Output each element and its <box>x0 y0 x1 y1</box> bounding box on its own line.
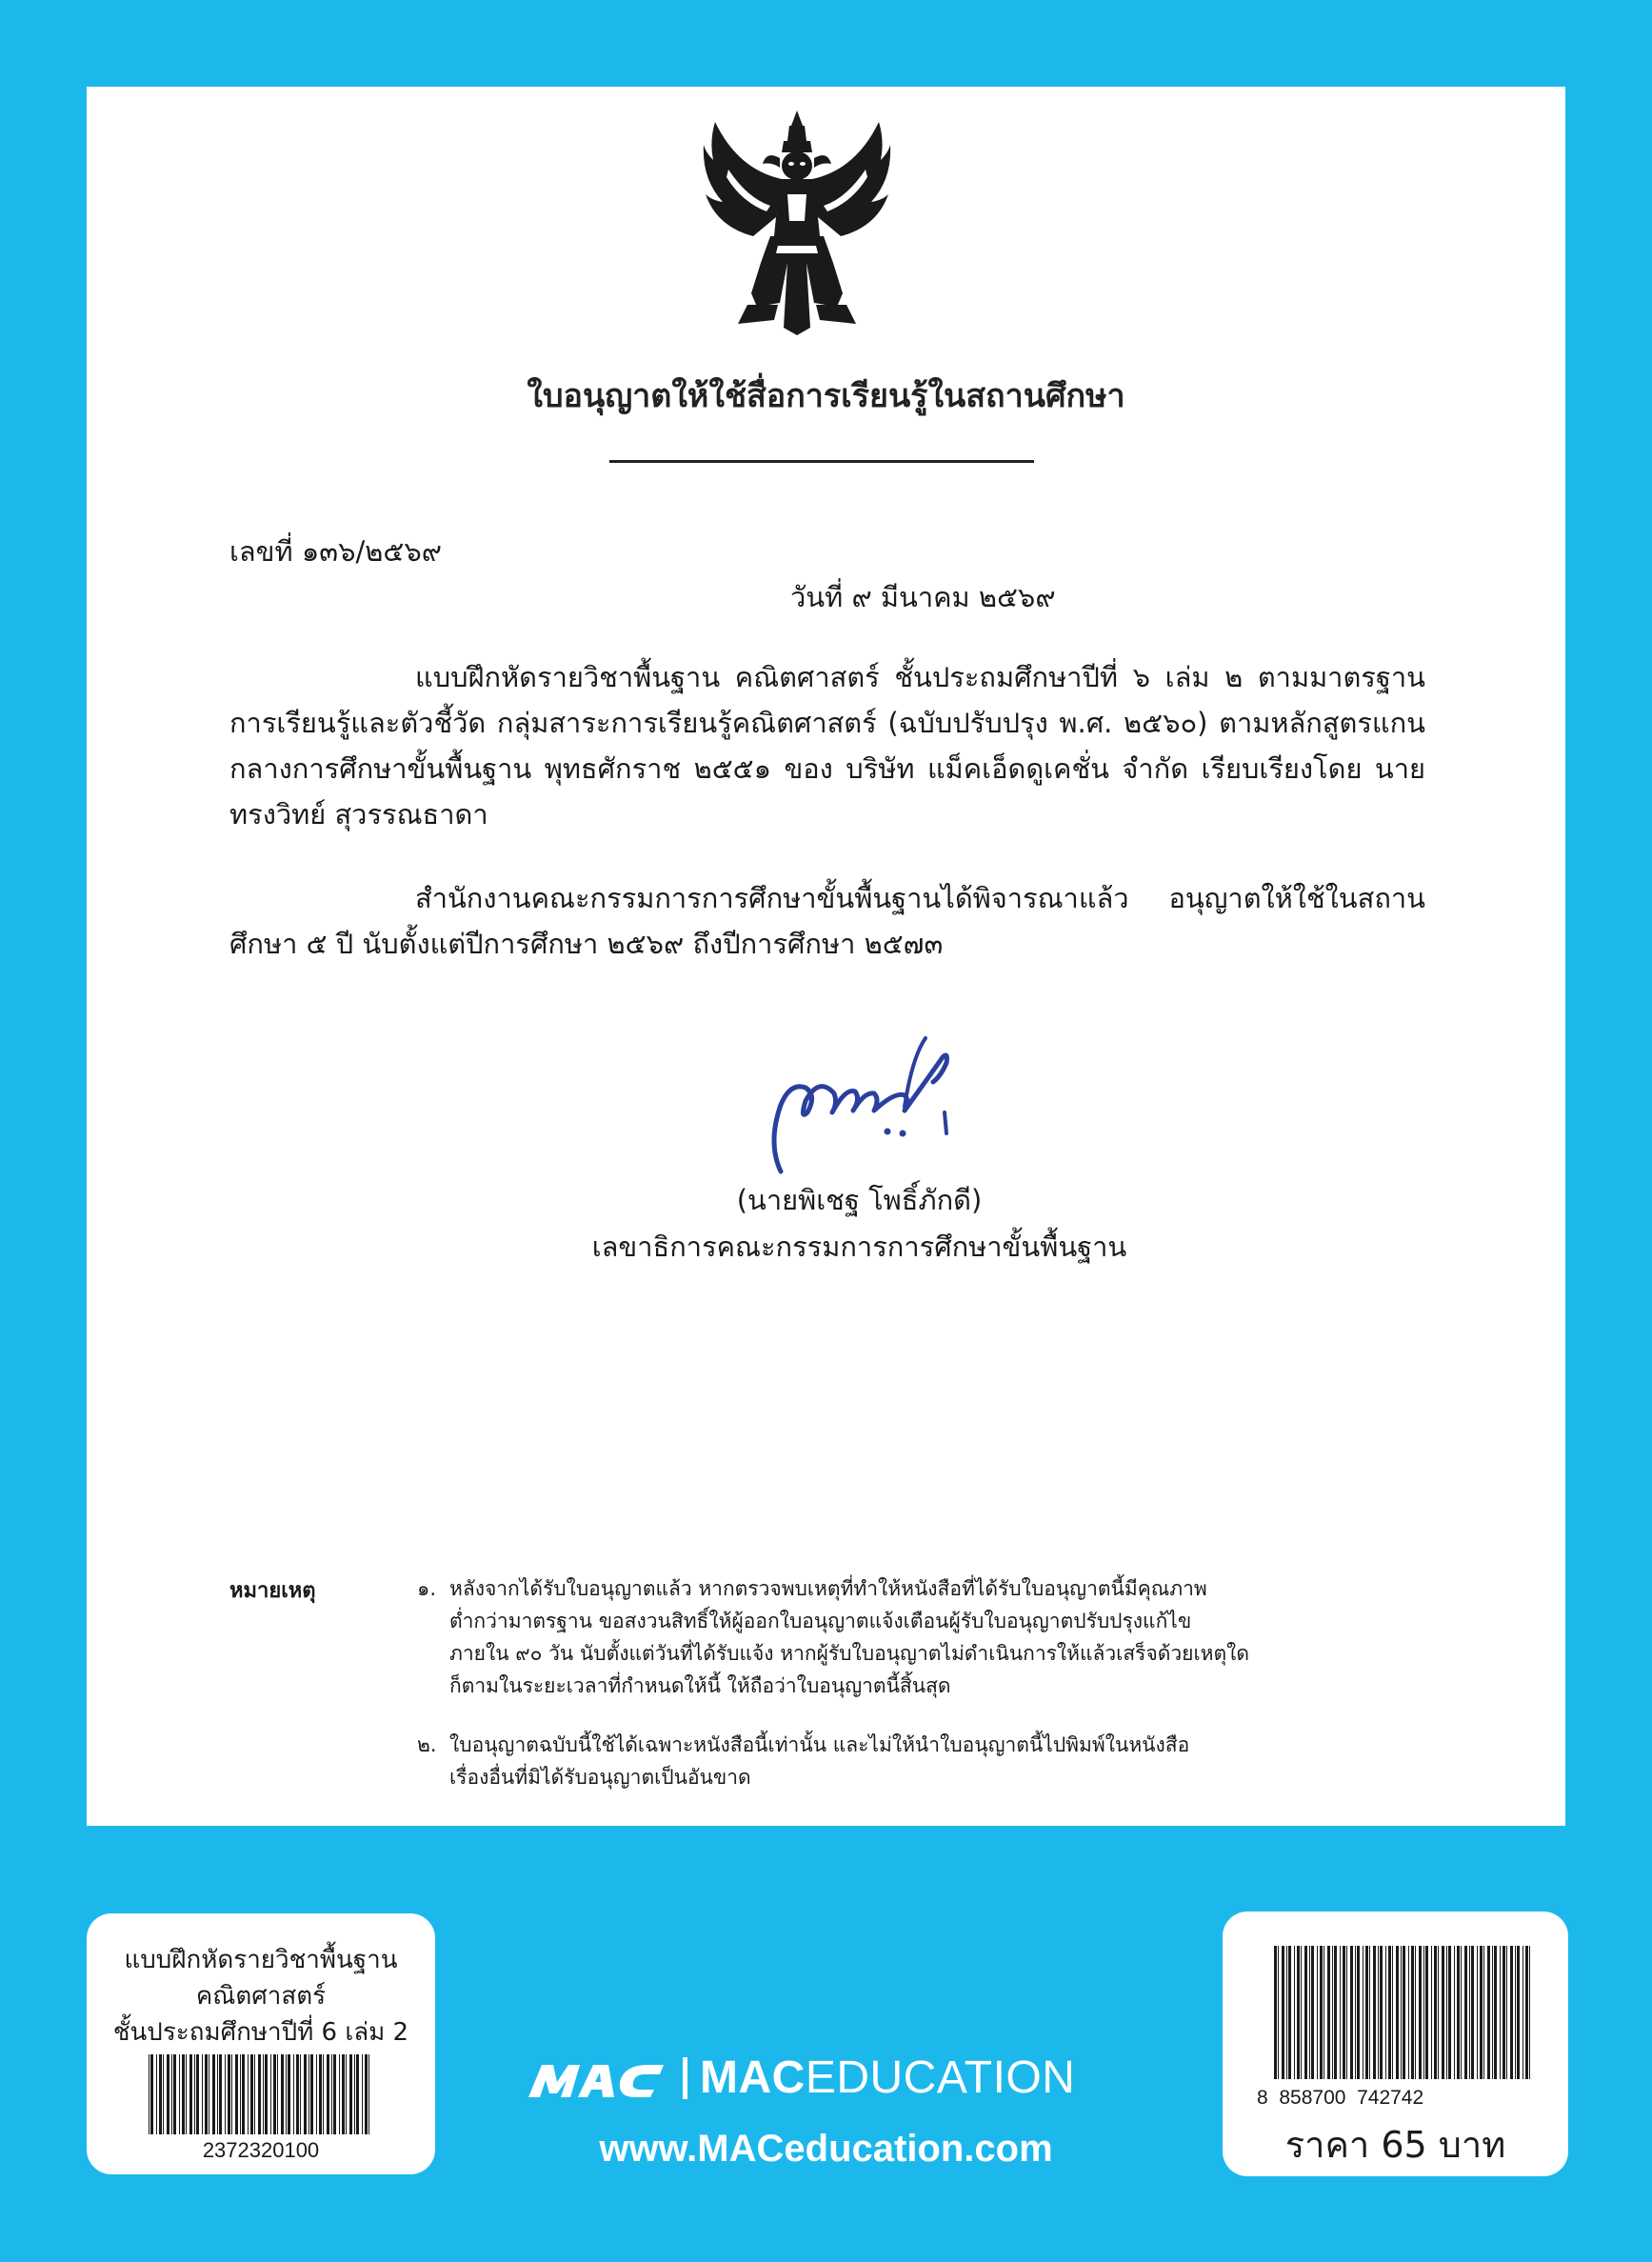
license-date: วันที่ ๙ มีนาคม ๒๕๖๙ <box>790 581 1056 613</box>
barcode-bar <box>1487 1946 1490 2079</box>
barcode-bar <box>1340 1946 1341 2079</box>
barcode-bar <box>156 2054 157 2134</box>
barcode-bar <box>1320 1946 1323 2079</box>
barcode-bar <box>1332 1946 1333 2079</box>
barcode-bar <box>1503 1946 1505 2079</box>
brand-logo <box>525 2053 1142 2103</box>
barcode-bar <box>1492 1946 1493 2079</box>
barcode-bar <box>1385 1946 1386 2079</box>
barcode-bar <box>342 2054 345 2134</box>
barcode-bar <box>1343 1946 1345 2079</box>
barcode-bar <box>1304 1946 1307 2079</box>
title-underline <box>609 460 1034 463</box>
note-line: ต่ำกว่ามาตรฐาน ขอสงวนสิทธิ์ให้ผู้ออกใบอนุญาตแจ้งเตือนผู้รับใบอนุญาตปรับปรุงแก้ไข <box>449 1610 1192 1632</box>
barcode-bar <box>150 2054 153 2134</box>
barcode-bar <box>1446 1946 1447 2079</box>
barcode-bar <box>286 2054 287 2134</box>
barcode-bar <box>1396 1946 1399 2079</box>
barcode-bar <box>1510 1946 1513 2079</box>
note-line: เรื่องอื่นที่มิได้รับอนุญาตเป็นอันขาด <box>449 1766 751 1789</box>
barcode-bar <box>1529 1946 1530 2079</box>
barcode-bar <box>1434 1946 1437 2079</box>
notes-label: หมายเหตุ <box>229 1579 316 1603</box>
license-paragraph-1: แบบฝึกหัดรายวิชาพื้นฐาน คณิตศาสตร์ ชั้นประถมศึกษาปีที่ ๖ เล่ม ๒ ตามมาตรฐานการเรียนรู้และตัวชี้วัด กลุ่มสาระการเรียนรู้คณิตศาสตร์ (ฉบับปรับปรุง พ.ศ. ๒๕๖๐) ตามหลักสูตรแกนกลางการศึกษาขั้นพื้นฐาน พุทธศักราช ๒๕๕๑ ของ บริษัท แม็คเอ็ดดูเคชั่น จำกัด เรียบเรียงโดย นายทรงวิทย์ สุวรรณธาดา <box>229 661 1425 831</box>
barcode-bar <box>310 2054 313 2134</box>
barcode-bar <box>1419 1946 1422 2079</box>
barcode-bar <box>1448 1946 1451 2079</box>
barcode-bar <box>277 2054 278 2134</box>
barcode-bar <box>240 2054 241 2134</box>
note-line: หลังจากได้รับใบอนุญาตแล้ว หากตรวจพบเหตุที่ทำให้หนังสือที่ได้รับใบอนุญาตนี้มีคุณภาพ <box>449 1577 1207 1600</box>
book-subject-name: คณิตศาสตร์ <box>195 1982 327 2011</box>
note-line: ใบอนุญาตฉบับนี้ใช้ได้เฉพาะหนังสือนี้เท่านั้น และไม่ให้นำใบอนุญาตนี้ไปพิมพ์ในหนังสือ <box>449 1733 1190 1756</box>
barcode-bar <box>1525 1946 1528 2079</box>
barcode-bar <box>1515 1946 1516 2079</box>
book-grade: ชั้นประถมศึกษาปีที่ 6 เล่ม 2 <box>112 2018 409 2047</box>
barcode-bar <box>217 2054 218 2134</box>
barcode-bar <box>196 2054 199 2134</box>
barcode-bar <box>1423 1946 1424 2079</box>
barcode-bar <box>1506 1946 1507 2079</box>
license-number: เลขที่ ๑๓๖/๒๕๖๙ <box>229 535 442 568</box>
barcode-bar <box>171 2054 172 2134</box>
barcode-bar <box>182 2054 185 2134</box>
barcode-bar <box>339 2054 340 2134</box>
barcode-bar <box>296 2054 299 2134</box>
barcode-bar <box>1477 1946 1478 2079</box>
barcode-bar <box>258 2054 261 2134</box>
barcode-bar <box>1392 1946 1393 2079</box>
barcode-bar <box>1297 1946 1300 2079</box>
isbn-barcode-digits: 8 858700 742742 <box>1257 2087 1424 2108</box>
barcode-bar <box>225 2054 226 2134</box>
barcode-bar <box>228 2054 230 2134</box>
barcode-bar <box>202 2054 203 2134</box>
barcode-bar <box>1380 1946 1383 2079</box>
barcode-bar <box>304 2054 307 2134</box>
barcode-bar <box>1415 1946 1416 2079</box>
barcode-bar <box>362 2054 363 2134</box>
barcode-bar <box>365 2054 368 2134</box>
barcode-bar <box>1288 1946 1291 2079</box>
barcode-bar <box>327 2054 329 2134</box>
note-line: ภายใน ๙๐ วัน นับตั้งแต่วันที่ได้รับแจ้ง หากผู้รับใบอนุญาตไม่ดำเนินการให้แล้วเสร็จด้วยเหตุใด <box>449 1642 1250 1665</box>
barcode-bar <box>1457 1946 1460 2079</box>
barcode-bar <box>186 2054 187 2134</box>
barcode-bar <box>235 2054 238 2134</box>
barcode-bar <box>219 2054 222 2134</box>
barcode-bar <box>1346 1946 1347 2079</box>
barcode-bar <box>1494 1946 1497 2079</box>
barcode-bar <box>346 2054 347 2134</box>
barcode-bar <box>205 2054 208 2134</box>
signer-name: (นายพิเชฐ โพธิ์ภักดี) <box>736 1184 983 1216</box>
handwritten-signature <box>762 1000 1066 1191</box>
barcode-bar <box>1327 1946 1330 2079</box>
barcode-bar <box>250 2054 253 2134</box>
barcode-bar <box>1311 1946 1314 2079</box>
barcode-bar <box>265 2054 268 2134</box>
barcode-bar <box>1469 1946 1470 2079</box>
barcode-bar <box>194 2054 195 2134</box>
barcode-bar <box>288 2054 290 2134</box>
barcode-bar <box>316 2054 317 2134</box>
license-paragraph-2: สำนักงานคณะกรรมการการศึกษาขั้นพื้นฐานได้พิจารณาแล้ว อนุญาตให้ใช้ในสถานศึกษา ๕ ปี นับตั้งแต่ปีการศึกษา ๒๕๖๙ ถึงปีการศึกษา ๒๕๗๓ <box>229 882 1425 960</box>
barcode-bar <box>1301 1946 1302 2079</box>
barcode-bar <box>1378 1946 1379 2079</box>
barcode-bar <box>212 2054 215 2134</box>
barcode-bar <box>323 2054 324 2134</box>
barcode-bar <box>1274 1946 1277 2079</box>
barcode-bar <box>1454 1946 1455 2079</box>
book-subject: แบบฝึกหัดรายวิชาพื้นฐาน <box>124 1946 398 1974</box>
barcode-bar <box>354 2054 355 2134</box>
barcode-bar <box>281 2054 284 2134</box>
barcode-bar <box>167 2054 169 2134</box>
small-barcode-number: 2372320100 <box>202 2138 320 2162</box>
note-number: ๒. <box>417 1733 437 1756</box>
barcode-bar <box>248 2054 249 2134</box>
barcode-bar <box>1365 1946 1368 2079</box>
barcode-bar <box>1334 1946 1337 2079</box>
barcode-bar <box>1388 1946 1391 2079</box>
barcode-bar <box>1317 1946 1318 2079</box>
barcode-bar <box>319 2054 322 2134</box>
barcode-bar <box>1286 1946 1287 2079</box>
barcode-bar <box>173 2054 176 2134</box>
barcode-bar <box>242 2054 245 2134</box>
barcode-bar <box>333 2054 336 2134</box>
brand-name-bold: MAC <box>700 2052 806 2103</box>
barcode-bar <box>163 2054 164 2134</box>
barcode-bar <box>1442 1946 1444 2079</box>
note-item <box>417 1572 1249 1702</box>
barcode-bar <box>331 2054 332 2134</box>
barcode-bar <box>1480 1946 1483 2079</box>
barcode-bar <box>1411 1946 1414 2079</box>
barcode-bar <box>263 2054 264 2134</box>
barcode-bar <box>293 2054 294 2134</box>
barcode-bar <box>1500 1946 1501 2079</box>
barcode-bar <box>356 2054 359 2134</box>
barcode-bar <box>368 2054 369 2134</box>
barcode-bar <box>189 2054 192 2134</box>
barcode-bar <box>273 2054 276 2134</box>
barcode-bar <box>254 2054 255 2134</box>
mac-logo-icon <box>525 2053 667 2103</box>
website-link[interactable]: www.MACeducation.com <box>599 2128 1053 2170</box>
barcode-bar <box>1278 1946 1279 2079</box>
barcode-bar <box>1471 1946 1474 2079</box>
brand-separator <box>683 2057 687 2099</box>
barcode-bar <box>1401 1946 1402 2079</box>
barcode-bar <box>1403 1946 1405 2079</box>
barcode-bar <box>270 2054 271 2134</box>
price-label: ราคา 65 บาท <box>1284 2124 1506 2166</box>
barcode-bar <box>1517 1946 1520 2079</box>
barcode-bar <box>1425 1946 1428 2079</box>
barcode-bar <box>231 2054 232 2134</box>
barcode-bar <box>1282 1946 1284 2079</box>
signer-title: เลขาธิการคณะกรรมการการศึกษาขั้นพื้นฐาน <box>591 1231 1127 1263</box>
barcode-bar <box>1408 1946 1409 2079</box>
note-line: ก็ตามในระยะเวลาที่กำหนดให้นี้ ให้ถือว่าใบอนุญาตนี้สิ้นสุด <box>449 1674 951 1697</box>
barcode-bar <box>1431 1946 1432 2079</box>
barcode-bar <box>1483 1946 1484 2079</box>
isbn-barcode <box>1257 1946 1537 2108</box>
license-title: ใบอนุญาตให้ใช้สื่อการเรียนรู้ในสถานศึกษา <box>527 377 1125 415</box>
barcode-bar <box>349 2054 352 2134</box>
barcode-bar <box>179 2054 180 2134</box>
barcode-bar <box>159 2054 162 2134</box>
garuda-emblem <box>700 103 894 336</box>
barcode-bar <box>300 2054 301 2134</box>
barcode-bar <box>1357 1946 1360 2079</box>
note-item <box>417 1729 1189 1793</box>
barcode-bar <box>1369 1946 1370 2079</box>
barcode-bar <box>1438 1946 1439 2079</box>
barcode-bar <box>1350 1946 1353 2079</box>
note-number: ๑. <box>417 1577 437 1600</box>
small-barcode <box>147 2054 375 2134</box>
barcode-bar <box>1461 1946 1462 2079</box>
barcode-bar <box>1294 1946 1295 2079</box>
barcode-bar <box>1464 1946 1467 2079</box>
barcode-bar <box>1373 1946 1376 2079</box>
brand-name <box>700 2052 1075 2104</box>
barcode-bar <box>1309 1946 1310 2079</box>
brand-name-rest: EDUCATION <box>805 2052 1076 2103</box>
barcode-bar <box>1355 1946 1356 2079</box>
